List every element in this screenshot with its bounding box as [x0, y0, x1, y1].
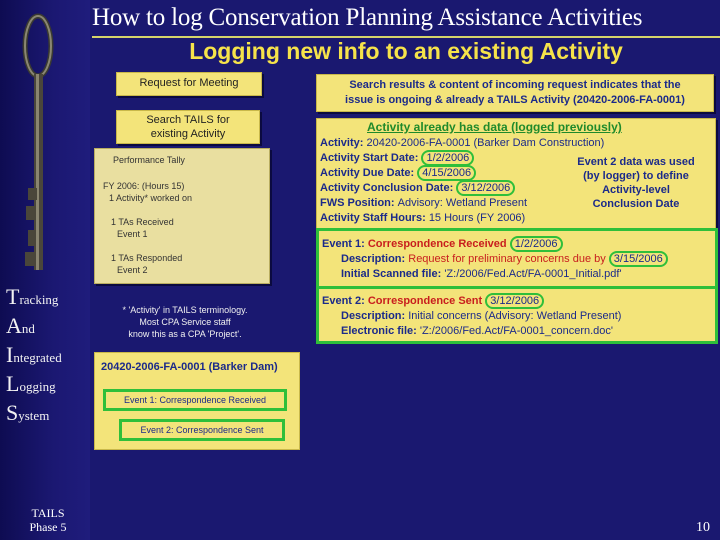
event2-desc-label: Description: [341, 310, 406, 322]
tree-node-event1[interactable]: Event 1: Correspondence Received [103, 389, 287, 411]
due-date-label: Activity Due Date: [320, 167, 415, 179]
event2-box [316, 286, 718, 344]
event2-file-label: Electronic file: [341, 325, 417, 337]
acronym-rest: ntegrated [13, 350, 62, 365]
brand [20, 506, 76, 534]
acronym-letter: I [6, 342, 14, 367]
activity-label: Activity: [320, 137, 364, 149]
conclusion-date-line [320, 181, 515, 196]
event2-file-line [341, 324, 613, 339]
search-results-line2: issue is ongoing & already a TAILS Activity (20420-2006-FA-0001) [345, 94, 685, 106]
footnote-line3: know this as a CPA 'Project'. [128, 329, 242, 339]
event1-label: Event 1: [322, 238, 365, 250]
event2-note [561, 155, 711, 211]
activity-tree-box [94, 352, 300, 450]
staff-hours-value: 15 Hours (FY 2006) [428, 212, 526, 224]
search-tails-line1: Search TAILS for [146, 114, 230, 126]
staff-hours-line [320, 211, 525, 226]
search-tails-box [116, 110, 260, 144]
conclusion-date-value: 3/12/2006 [456, 180, 515, 196]
tree-root: 20420-2006-FA-0001 (Barker Dam) [101, 361, 278, 373]
activity-box [316, 118, 716, 232]
tally-fy-line2: 1 Activity* worked on [109, 193, 193, 203]
due-date-line [320, 166, 476, 181]
activity-line [320, 136, 604, 151]
event1-box [316, 228, 718, 290]
start-date-line [320, 151, 474, 166]
acronym-rest: ystem [18, 408, 50, 423]
tails-acronym [6, 284, 62, 429]
conclusion-date-label: Activity Conclusion Date: [320, 182, 454, 194]
request-meeting-box: Request for Meeting [116, 72, 262, 96]
event2-note-line1: Event 2 data was used [577, 156, 695, 168]
acronym-letter: A [6, 313, 22, 338]
acronym-letter: T [6, 284, 20, 309]
page-subtitle: Logging new info to an existing Activity [189, 38, 623, 64]
tally-received-line2: Event 1 [117, 229, 148, 239]
activity-header: Activity already has data (logged previously) [367, 120, 622, 134]
acronym-letter: S [6, 400, 19, 425]
tally-responded-line1: 1 TAs Responded [111, 253, 183, 263]
event1-file-value: 'Z:/2006/Fed.Act/FA-0001_Initial.pdf' [444, 268, 622, 280]
event2-note-line3: Activity-level [602, 184, 670, 196]
event1-desc-text: Request for preliminary concerns due by [408, 253, 606, 265]
acronym-rest: nd [21, 321, 35, 336]
footnote-line1: * 'Activity' in TAILS terminology. [122, 305, 248, 315]
search-results-box [316, 74, 714, 112]
event2-type: Correspondence Sent [367, 295, 483, 307]
event1-desc-label: Description: [341, 253, 406, 265]
event1-desc-line [341, 252, 668, 267]
event1-date: 1/2/2006 [510, 236, 563, 252]
activity-value: 20420-2006-FA-0001 (Barker Dam Construction) [366, 137, 605, 149]
tally-heading: Performance Tally [113, 155, 185, 165]
acronym-rest: ogging [19, 379, 56, 394]
event2-note-line2: (by logger) to define [583, 170, 689, 182]
event1-file-label: Initial Scanned file: [341, 268, 442, 280]
search-tails-line2: existing Activity [150, 128, 226, 140]
search-results-line1: Search results & content of incoming request indicates that the [349, 79, 681, 91]
event1-due-date: 3/15/2006 [609, 251, 668, 267]
page-title: How to log Conservation Planning Assistance Activities [92, 4, 643, 31]
key-icon [10, 8, 70, 278]
performance-tally-box [94, 148, 270, 284]
tally-responded-line2: Event 2 [117, 265, 148, 275]
event2-date: 3/12/2006 [485, 293, 544, 309]
due-date-value: 4/15/2006 [417, 165, 476, 181]
acronym-rest: racking [19, 292, 59, 307]
page-number: 10 [696, 520, 710, 535]
event2-file-value: 'Z:/2006/Fed.Act/FA-0001_concern.doc' [419, 325, 614, 337]
brand-line1: TAILS [31, 506, 65, 520]
staff-hours-label: Activity Staff Hours: [320, 212, 426, 224]
start-date-label: Activity Start Date: [320, 152, 419, 164]
footnote-line2: Most CPA Service staff [139, 317, 231, 327]
event2-note-line4: Conclusion Date [592, 198, 680, 210]
event2-desc-line [341, 309, 621, 324]
event2-line [322, 294, 544, 309]
fws-position-line [320, 196, 527, 211]
tally-fy-line1: FY 2006: (Hours 15) [103, 181, 185, 191]
tally-received-line1: 1 TAs Received [111, 217, 174, 227]
event2-desc-text: Initial concerns (Advisory: Wetland Present) [408, 310, 622, 322]
acronym-letter: L [6, 371, 20, 396]
footnote [100, 304, 270, 340]
brand-line2: Phase 5 [29, 520, 67, 534]
event2-label: Event 2: [322, 295, 365, 307]
start-date-value: 1/2/2006 [421, 150, 474, 166]
event1-file-line [341, 267, 622, 282]
tree-node-event2[interactable]: Event 2: Correspondence Sent [119, 419, 285, 441]
event1-line [322, 237, 563, 252]
fws-position-value: Advisory: Wetland Present [397, 197, 528, 209]
event1-type: Correspondence Received [367, 238, 507, 250]
fws-position-label: FWS Position: [320, 197, 395, 209]
